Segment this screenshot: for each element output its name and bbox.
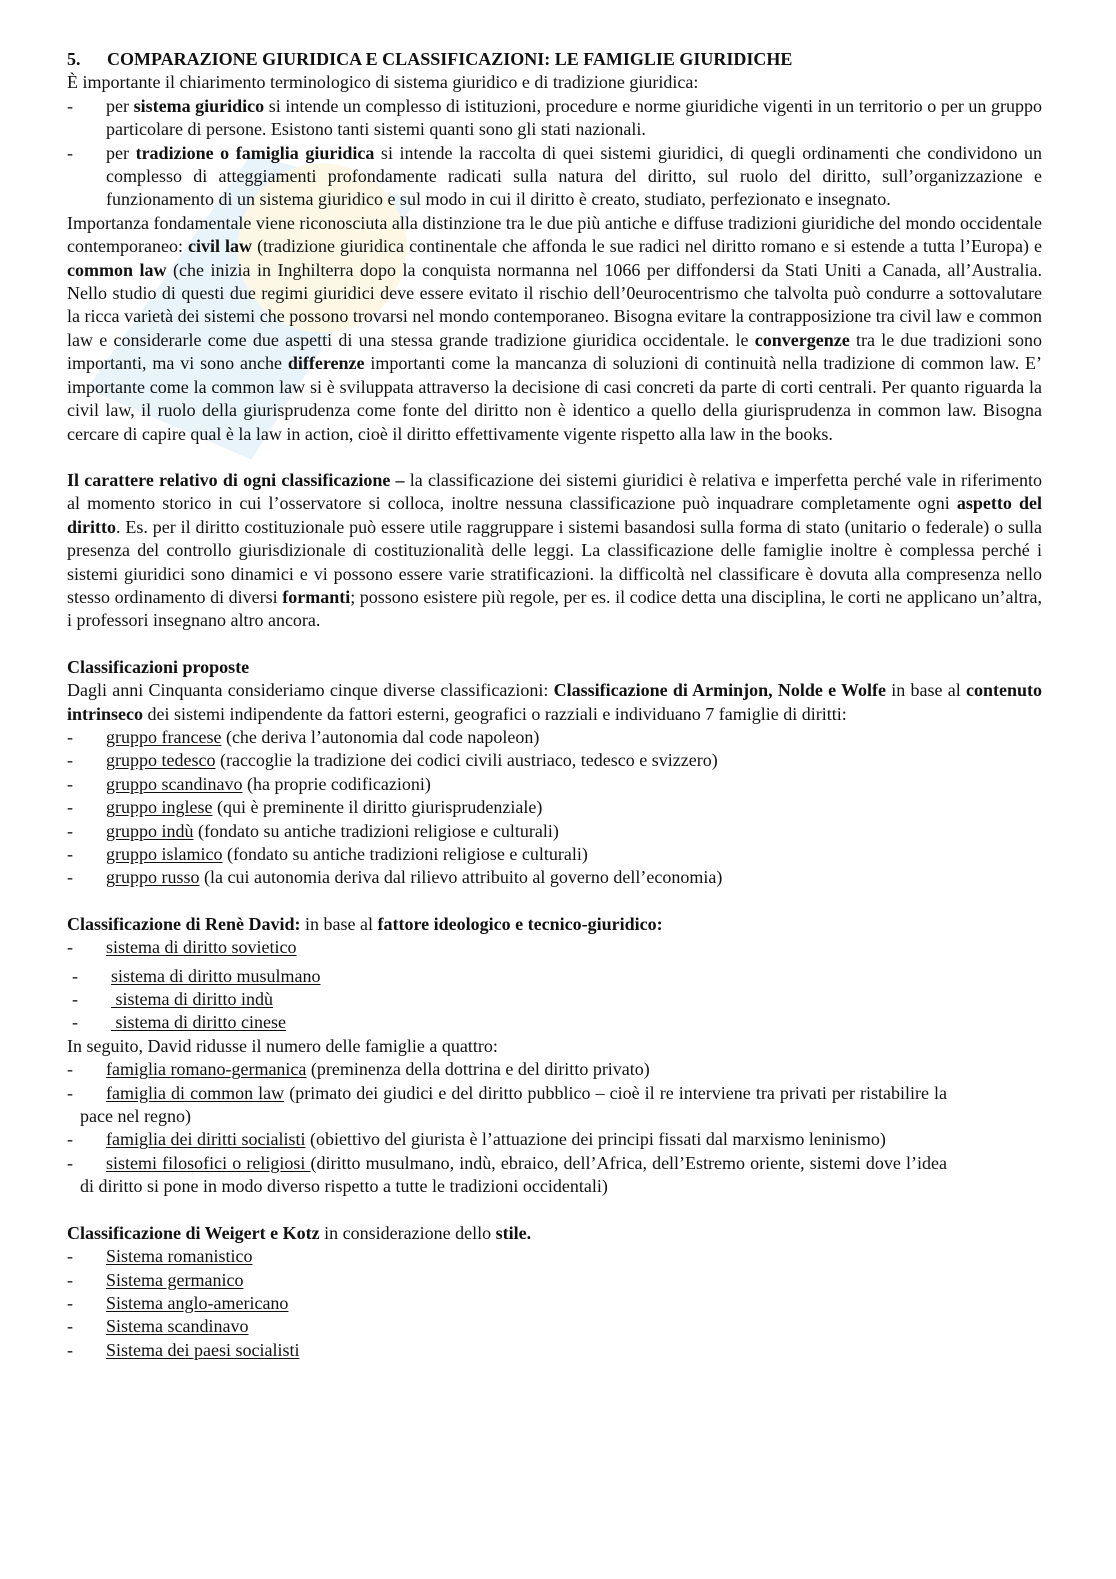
list-item: - famiglia romano-germanica (preminenza della dottrina e del diritto privato)	[67, 1059, 650, 1080]
list-item: - sistemi filosofici o religiosi (diritto musulmano, indù, ebraico, dell’Africa, dell’Estremo oriente, sistemi dove l’idea di diritto si pone in modo diverso rispetto a tutte le tradizioni occidentali)	[67, 1152, 948, 1197]
paragraph-classificazione-relativa: Il carattere relativo di ogni classificazione – la classificazione dei sistemi giuridici è relativa e imperfetta perché vale in riferimento al momento storico in cui l’osservatore si colloca, inoltre nessuna classificazione può inquadrare completamente ogni aspetto del diritto. Es. per il diritto costituzionale può essere utile raggruppare i sistemi basandosi sulla forma di stato (unitario o federale) o sulla presenza del controllo giurisdizionale di costituzionalità delle leggi. La classificazione delle famiglie inoltre è complessa perché i sistemi giuridici sono dinamici e vi possono essere varie stratificazioni. la difficoltà nel classificare è dovuta alla compresenza nello stesso ordinamento di diversi formanti; possono esistere più regole, per es. il codice detta una disciplina, le corti ne applicano un’altra, i professori insegnano altro ancora.	[67, 469, 1042, 631]
list-item: - famiglia di common law (primato dei giudici e del diritto pubblico – cioè il re interviene tra privati per ristabilire la pace nel regno)	[67, 1082, 947, 1127]
list-item: - gruppo inglese (qui è preminente il diritto giurisprudenziale)	[67, 797, 543, 818]
section-number: 5.	[67, 49, 81, 69]
section-title-text: COMPARAZIONE GIURIDICA E CLASSIFICAZIONI: LE FAMIGLIE GIURIDICHE	[107, 49, 793, 69]
document-page	[67, 48, 1042, 1362]
list-item: - gruppo islamico (fondato su antiche tradizioni religiose e culturali)	[67, 844, 588, 864]
list-item: - sistema di diritto sovietico	[67, 937, 297, 958]
list-item: - sistema di diritto cinese	[72, 1012, 286, 1033]
term-sistema-giuridico: sistema giuridico	[133, 95, 265, 116]
list-weigert	[67, 1245, 1042, 1362]
heading-weigert: Classificazione di Weigert e Kotz in considerazione dello stile.	[67, 1222, 532, 1243]
paragraph-arminjon: Dagli anni Cinquanta consideriamo cinque diverse classificazioni: Classificazione di Arminjon, Nolde e Wolfe in base al contenuto intrinseco dei sistemi indipendente da fattori esterni, geografici o razziali e individuano 7 famiglie di diritti:	[67, 680, 1042, 724]
list-item: - sistema di diritto indù	[72, 989, 273, 1010]
david-seguito: In seguito, David ridusse il numero delle famiglie a quattro:	[67, 1035, 498, 1056]
list-item: - sistema di diritto musulmano	[72, 965, 321, 986]
intro-text: È importante il chiarimento terminologico di sistema giuridico e di tradizione giuridica:	[67, 72, 699, 93]
list-david-famiglie	[67, 1058, 947, 1198]
list-item: - gruppo francese (che deriva l’autonomia dal code napoleon)	[67, 726, 540, 747]
list-item: - Sistema germanico	[67, 1269, 244, 1290]
heading-david: Classificazione di Renè David: in base al fattore ideologico e tecnico-giuridico:	[67, 913, 663, 934]
list-item: - gruppo russo (la cui autonomia deriva dal rilievo attribuito al governo dell’economia)	[67, 867, 723, 888]
paragraph-civil-common-law: Importanza fondamentale viene riconosciuta alla distinzione tra le due più antiche e diffuse tradizioni giuridiche del mondo occidentale contemporaneo: civil law (tradizione giuridica continentale che affonda le sue radici nel diritto romano e si estende a tutta l’Europa) e common law (che inizia in Inghilterra dopo la conquista normanna nel 1066 per diffondersi da Stati Uniti a Canada, all’Australia. Nello studio di questi due regimi giuridici deve essere evitato il rischio dell’0eurocentrismo che talvolta può condurre a sottovalutare la ricca varietà dei sistemi che possono trovarsi nel mondo contemporaneo. Bisogna evitare la contrapposizione tra civil law e common law e considerarle come due aspetti di una stessa grande tradizione giuridica occidentale. le convergenze tra le due tradizioni sono importanti, ma vi sono anche differenze importanti come la mancanza di soluzioni di continuità nella tradizione di common law. E’ importante come la common law si è sviluppata attraverso la decisione di casi concreti da parte di corti centrali. Per quanto riguarda la civil law, il ruolo della giurisprudenza come fonte del diritto non è identico a quello della giurisprudenza in common law. Bisogna cercare di capire qual è la law in action, cioè il diritto effettivamente vigente rispetto alla law in the books.	[67, 212, 1043, 444]
list-item: - Sistema scandinavo	[67, 1316, 249, 1337]
definition-item: - per tradizione o famiglia giuridica si intende la raccolta di quei sistemi giuridici, di quegli ordinamenti che condividono un complesso di atteggiamenti profondamente radicati sulla natura del diritto, sul ruolo del diritto, sull’organizzazione e funzionamento di un sistema giuridico e sul modo in cui il diritto è creato, studiato, perfezionato e insegnato.	[67, 142, 1042, 210]
list-item: - Sistema romanistico	[67, 1246, 253, 1267]
list-item: - famiglia dei diritti socialisti (obiettivo del giurista è l’attuazione dei principi fissati dal marxismo leninismo)	[67, 1129, 886, 1150]
heading-classificazioni-proposte: Classificazioni proposte	[67, 656, 250, 677]
list-item: - gruppo tedesco (raccoglie la tradizione dei codici civili austriaco, tedesco e svizzero)	[67, 750, 718, 771]
list-item: - gruppo scandinavo (ha proprie codificazioni)	[67, 773, 431, 794]
list-arminjon	[67, 726, 1042, 890]
list-david	[67, 936, 1042, 1035]
list-item: - Sistema anglo-americano	[67, 1292, 289, 1313]
definition-item: - per sistema giuridico si intende un complesso di istituzioni, procedure e norme giuridiche vigenti in un territorio o per un gruppo particolare di persone. Esistono tanti sistemi quanti sono gli stati nazionali.	[67, 95, 1042, 140]
section-title	[67, 48, 1042, 71]
list-item: - Sistema dei paesi socialisti	[67, 1339, 300, 1360]
list-item: - gruppo indù (fondato su antiche tradizioni religiose e culturali)	[67, 820, 559, 841]
term-tradizione-giuridica: tradizione o famiglia giuridica	[135, 142, 375, 163]
